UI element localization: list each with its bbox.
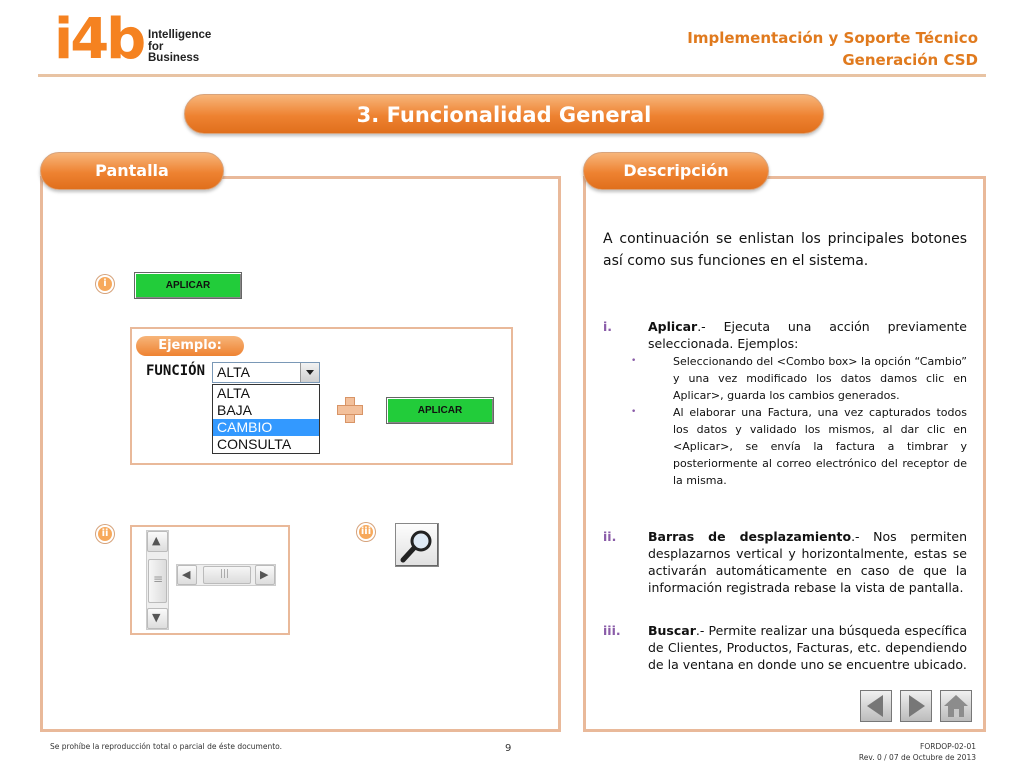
- combo-option-cambio[interactable]: CAMBIO: [213, 419, 319, 436]
- home-button[interactable]: [940, 690, 972, 722]
- scroll-right-button[interactable]: [255, 565, 275, 585]
- item-numeral: i.: [603, 319, 613, 334]
- description-intro: A continuación se enlistan los principales botones así como sus funciones en el sistema.: [603, 231, 967, 269]
- chevron-down-icon: ▼: [152, 611, 161, 624]
- combo-option-consulta[interactable]: CONSULTA: [217, 436, 292, 452]
- item-numeral: iii.: [603, 623, 621, 638]
- combo-value: ALTA: [217, 364, 250, 380]
- chevron-up-icon: ▲: [152, 534, 161, 547]
- arrow-left-icon: [861, 691, 891, 721]
- aplicar-examples: [673, 353, 967, 489]
- horizontal-scroll-thumb[interactable]: |||: [203, 566, 251, 584]
- document-code: FORDOP-02-01: [920, 742, 976, 751]
- section-title: 3. Funcionalidad General: [184, 94, 824, 134]
- tab-descripcion: Descripción: [583, 152, 769, 190]
- description-item-buscar: iii. Buscar.- Permite realizar una búsqueda específica de Clientes, Productos, Facturas, etc. dependiendo de la ventana en donde uno se encuentre ubicado.: [603, 623, 967, 672]
- horizontal-scrollbar[interactable]: [176, 564, 276, 586]
- funcion-label: FUNCIÓN: [146, 363, 206, 379]
- list-item: • Seleccionando del <Combo box> la opción “Cambio” y una vez modificado los datos damos clic en Aplicar>, guarda los cambios generados.: [673, 353, 967, 404]
- logo-tagline: Intelligence for Business: [148, 29, 212, 64]
- page-number: 9: [505, 743, 512, 754]
- example-label: Ejemplo:: [136, 336, 244, 356]
- list-item: • Al elaborar una Factura, una vez capturados todos los datos y validado los mismos, al dar clic en <Aplicar>, se envía la factura a timbrar y posteriormente al correo electrónico del receptor de la misma.: [673, 404, 967, 489]
- heading-line-1: Implementación y Soporte Técnico: [687, 29, 978, 47]
- footer-document-info: [859, 741, 976, 763]
- vertical-scrollbar[interactable]: [146, 530, 169, 630]
- description-item-aplicar: i. Aplicar.- Ejecuta una acción previamente seleccionada. Ejemplos: • Seleccionando del <Combo box> la opción “Cambio” y una vez modificado los datos damos clic en Aplicar>, guarda los cambios generados. • Al elaborar una Factura, una vez capturados todos los datos y validado los mismos, al dar clic en <Aplicar>, se envía la factura a timbrar y posteriormente al correo electrónico del receptor de la misma.: [603, 318, 967, 489]
- badge-ii: ii: [96, 525, 114, 543]
- previous-slide-button[interactable]: [860, 690, 892, 722]
- plus-icon: [337, 397, 361, 421]
- item-numeral: ii.: [603, 529, 617, 544]
- combo-option-baja[interactable]: BAJA: [217, 402, 253, 418]
- chevron-left-icon: ◀: [182, 568, 191, 581]
- tab-pantalla: Pantalla: [40, 152, 224, 190]
- arrow-right-icon: [901, 691, 931, 721]
- magnifier-icon: [396, 524, 440, 568]
- document-heading: [687, 27, 978, 71]
- chevron-right-icon: ▶: [260, 568, 269, 581]
- aplicar-button-example[interactable]: APLICAR: [386, 397, 494, 424]
- chevron-down-icon[interactable]: [300, 363, 319, 382]
- logo-mark: i4b: [54, 7, 144, 72]
- scroll-left-button[interactable]: [177, 565, 197, 585]
- vertical-scroll-thumb[interactable]: ≡: [148, 559, 167, 603]
- combo-option-alta[interactable]: ALTA: [217, 385, 250, 401]
- next-slide-button[interactable]: [900, 690, 932, 722]
- header-divider: [38, 74, 986, 77]
- document-revision: Rev. 0 / 07 de Octubre de 2013: [858, 753, 976, 762]
- badge-iii: iii: [357, 523, 375, 541]
- description-item-barras: ii. Barras de desplazamiento.- Nos permiten desplazarnos vertical y horizontalmente, estas se activarán automáticamente en caso de que la información registrada rebase la vista de pantalla.: [603, 529, 967, 595]
- buscar-button[interactable]: [395, 523, 439, 567]
- scroll-up-button[interactable]: [147, 531, 168, 552]
- home-icon: [941, 691, 971, 721]
- combo-dropdown-list: [212, 384, 320, 454]
- funcion-combo-box[interactable]: [212, 362, 320, 383]
- badge-i: i: [96, 275, 114, 293]
- heading-line-2: Generación CSD: [842, 51, 978, 69]
- scroll-down-button[interactable]: [147, 608, 168, 629]
- footer-notice: Se prohíbe la reproducción total o parcial de éste documento.: [50, 742, 283, 751]
- company-logo: [54, 7, 224, 72]
- aplicar-button[interactable]: APLICAR: [134, 272, 242, 299]
